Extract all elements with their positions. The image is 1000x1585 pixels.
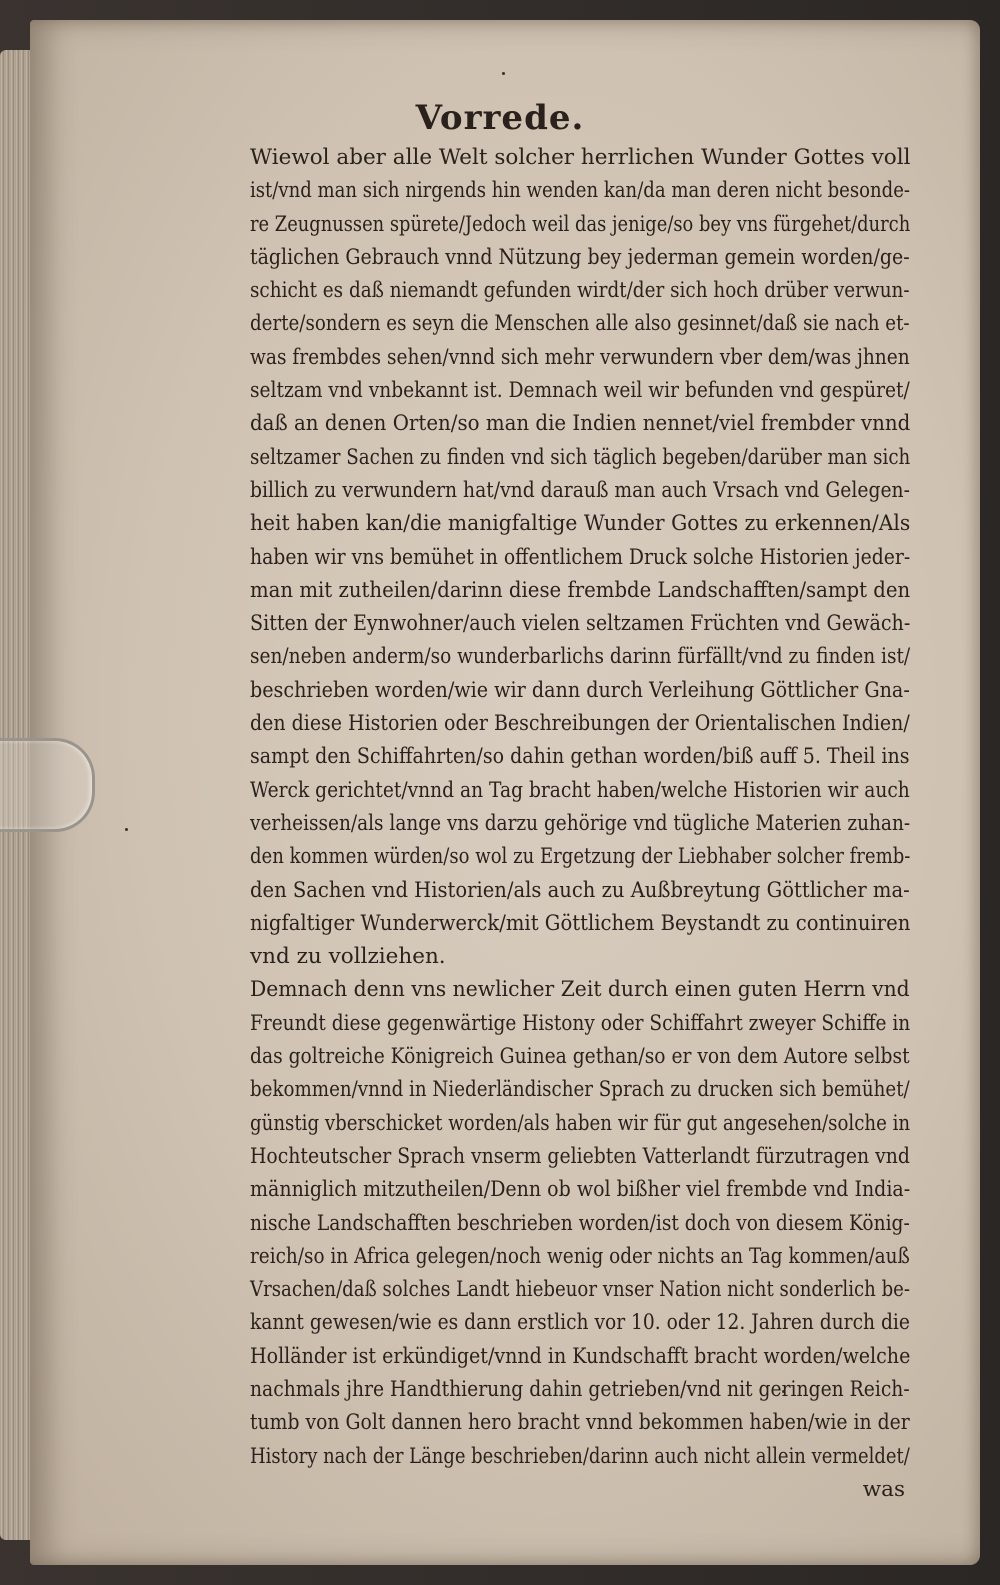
text-line: was frembdes sehen/vnnd sich mehr verwundern vber dem/was jhnen (250, 344, 910, 370)
text-line: ist/vnd man sich nirgends hin wenden kan/da man deren nicht besonde- (250, 178, 910, 204)
text-line: sampt den Schiffahrten/so dahin gethan worden/biß auff 5. Theil ins (250, 744, 910, 770)
page-heading: Vorrede. (415, 98, 585, 138)
text-line: haben wir vns bemühet in offentlichem Druck solche Historien jeder- (250, 544, 911, 570)
text-line: seltzam vnd vnbekannt ist. Demnach weil wir befunden vnd gespüret/ (250, 378, 910, 404)
text-line: Freundt diese gegenwärtige Histony oder Schiffahrt zweyer Schiffe in (250, 1010, 911, 1036)
text-line: re Zeugnussen spürete/Jedoch weil das jenige/so bey vns fürgehet/durch (250, 211, 911, 237)
text-line: Werck gerichtet/vnnd an Tag bracht haben/welche Historien wir auch (250, 777, 910, 803)
text-line: vnd zu vollziehen. (250, 944, 446, 970)
text-line: den diese Historien oder Beschreibungen der Orientalischen Indien/ (250, 711, 910, 737)
text-line: verheissen/als lange vns darzu gehörige vnd tügliche Materien zuhan- (250, 810, 911, 836)
page-clip (0, 738, 95, 832)
text-line: kannt gewesen/wie es dann erstlich vor 10. oder 12. Jahren durch die (250, 1310, 910, 1336)
text-line: männiglich mitzutheilen/Denn ob wol bißher viel frembde vnd India- (250, 1177, 911, 1203)
text-line: schicht es daß niemandt gefunden wirdt/der sich hoch drüber verwun- (250, 278, 910, 304)
ink-speck (125, 828, 128, 831)
text-line: reich/so in Africa gelegen/noch wenig oder nichts an Tag kommen/auß (250, 1243, 910, 1269)
ink-speck (502, 72, 505, 75)
body-text (250, 141, 910, 1506)
text-line: man mit zutheilen/darinn diese frembde Landschafften/sampt den (250, 577, 911, 603)
text-line: heit haben kan/die manigfaltige Wunder Gottes zu erkennen/Als (250, 511, 911, 537)
text-line: täglichen Gebrauch vnnd Nützung bey jederman gemein worden/ge- (250, 244, 910, 270)
text-line: günstig vberschicket worden/als haben wir für gut angesehen/solche in (250, 1110, 911, 1136)
text-line: nische Landschafften beschrieben worden/ist doch von diesem König- (250, 1210, 910, 1236)
text-line: seltzamer Sachen zu finden vnd sich täglich begeben/darüber man sich (250, 444, 911, 470)
text-line: tumb von Golt dannen hero bracht vnnd bekommen haben/wie in der (250, 1410, 910, 1436)
text-line: sen/neben anderm/so wunderbarlichs darinn fürfällt/vnd zu finden ist/ (250, 644, 911, 670)
text-line: daß an denen Orten/so man die Indien nennet/viel frembder vnnd (250, 411, 911, 437)
text-line: beschrieben worden/wie wir dann durch Verleihung Göttlicher Gna- (250, 677, 910, 703)
text-line: Holländer ist erkündiget/vnnd in Kundschafft bracht worden/welche (250, 1343, 911, 1369)
text-line: den kommen würden/so wol zu Ergetzung der Liebhaber solcher fremb- (250, 844, 911, 870)
text-line: derte/sondern es seyn die Menschen alle also gesinnet/daß sie nach et- (250, 311, 910, 337)
text-line: Wiewol aber alle Welt solcher herrlichen Wunder Gottes voll (250, 145, 911, 170)
text-line: Hochteutscher Sprach vnserm geliebten Vatterlandt fürzutragen vnd (250, 1143, 910, 1169)
text-line: bekommen/vnnd in Niederländischer Sprach zu drucken sich bemühet/ (250, 1077, 910, 1103)
text-line: Vrsachen/daß solches Landt hiebeuor vnser Nation nicht sonderlich be- (250, 1277, 911, 1303)
text-line: billich zu verwundern hat/vnd darauß man auch Vrsach vnd Gelegen- (250, 477, 910, 503)
text-line: nigfaltiger Wunderwerck/mit Göttlichem Beystandt zu continuiren (250, 910, 911, 936)
text-line: den Sachen vnd Historien/als auch zu Außbreytung Göttlicher ma- (250, 877, 910, 903)
text-line: Demnach denn vns newlicher Zeit durch einen guten Herrn vnd (250, 977, 910, 1003)
catchword: was (862, 1476, 905, 1502)
text-line: History nach der Länge beschrieben/darinn auch nicht allein vermeldet/ (250, 1443, 910, 1469)
text-line: Sitten der Eynwohner/auch vielen seltzamen Früchten vnd Gewäch- (250, 611, 911, 637)
text-line: das goltreiche Königreich Guinea gethan/so er von dem Autore selbst (250, 1044, 910, 1070)
text-line: nachmals jhre Handthierung dahin getrieben/vnd nit geringen Reich- (250, 1376, 910, 1402)
